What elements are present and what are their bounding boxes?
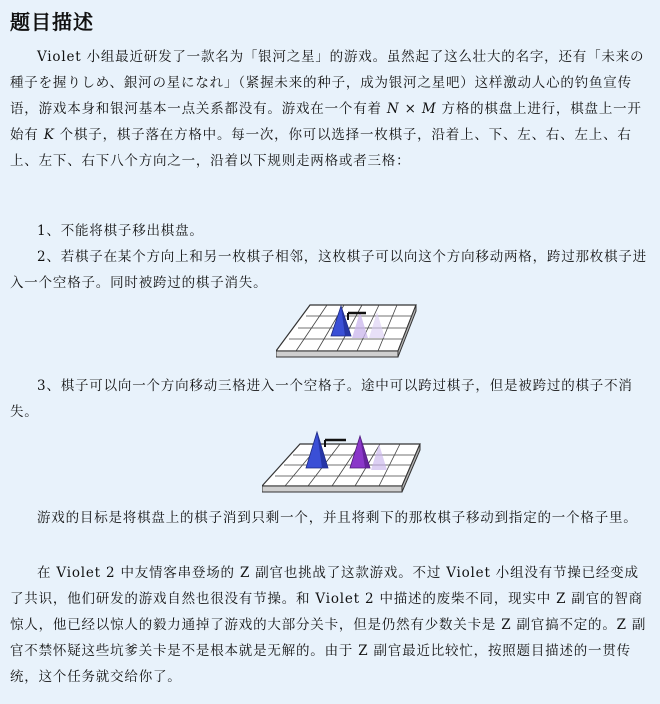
var-k: K	[43, 127, 55, 143]
intro-text-1: Violet 小组最近研发了一款名为「银河之星」的游戏。虽然起了这么壮大的名字，还有「未来の種子を握りしめ、銀河の星になれ」（紧握未来的种子，成为银河之星吧）这样激动人心的钓鱼宣传语，游戏本身和银河基本一点关系都没有。游戏在一个有着	[10, 49, 645, 117]
rule-2: 2、若棋子在某个方向上和另一枚棋子相邻，这枚棋子可以向这个方向移动两格，跨过那枚棋子进入一个空格子。同时被跨过的棋子消失。	[10, 249, 647, 291]
board-edge	[276, 351, 398, 357]
board-edge	[262, 486, 402, 492]
rule-3: 3、棋子可以向一个方向移动三格进入一个空格子。途中可以跨过棋子，但是被跨过的棋子不消失。	[10, 378, 633, 420]
intro-paragraph	[10, 44, 650, 174]
times-sign: ×	[399, 101, 422, 117]
figure-three-step	[262, 430, 422, 494]
page-title: 题目描述	[10, 10, 94, 34]
intro-text-2: 方格的棋盘上进行，棋盘上一开始有	[10, 101, 642, 143]
goal-paragraph: 游戏的目标是将棋盘上的棋子消到只剩一个，并且将剩下的那枚棋子移动到指定的一个格子里。	[37, 510, 638, 526]
var-n: N	[386, 101, 400, 117]
story-paragraph: 在 Violet 2 中友情客串登场的 Z 副官也挑战了这款游戏。不过 Violet 小组没有节操已经变成了共识，他们研发的游戏自然也很没有节操。和 Violet 2 中描述的废柴不同，现实中 Z 副官的智商惊人，他已经以惊人的毅力通掉了游戏的大部分关卡，但是仍然有少数关卡是 Z 副官搞不定的。Z 副官不禁怀疑这些坑爹关卡是不是根本就是无解的。由于 Z 副官最近比较忙，按照题目描述的一贯传统，这个任务就交给你了。	[10, 565, 647, 685]
figure-jump-capture	[276, 300, 418, 362]
rule-1: 1、不能将棋子移出棋盘。	[37, 223, 204, 239]
intro-text-3: 个棋子，棋子落在方格中。每一次，你可以选择一枚棋子，沿着上、下、左、右、左上、右上、左下、右下八个方向之一，沿着以下规则走两格或者三格：	[10, 127, 632, 169]
var-m: M	[421, 101, 437, 117]
